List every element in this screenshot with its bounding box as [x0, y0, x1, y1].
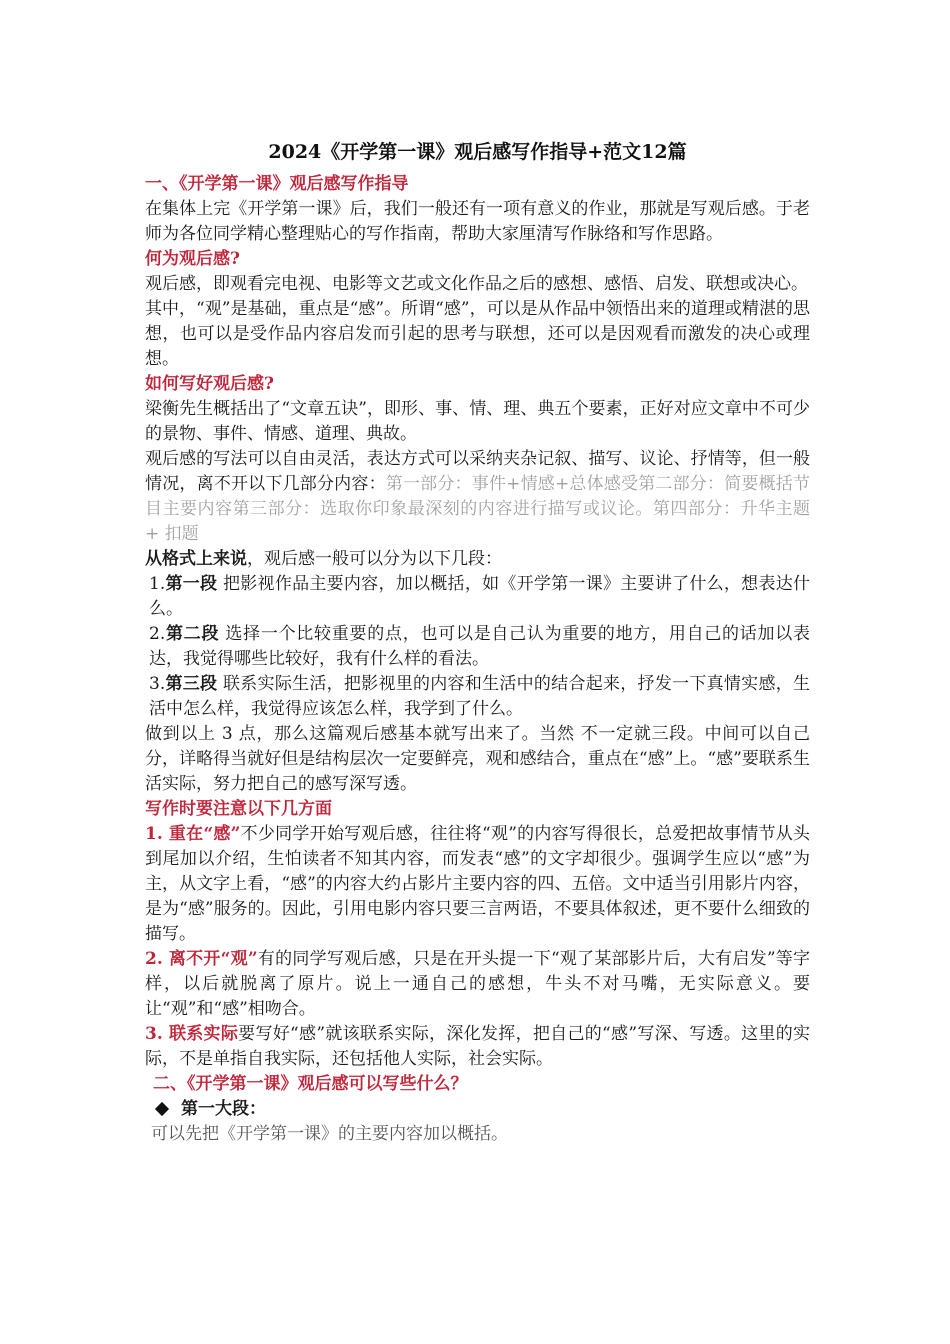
what-is-paragraph-2: 其中，“观”是基础，重点是“感”。所谓“感”，可以是从作品中领悟出来的道理或精湛的思想，也可以是受作品内容启发而引起的思考与联想，还可以是因观看而激发的决心或理想。: [145, 299, 810, 369]
section1-intro: 在集体上完《开学第一课》后，我们一般还有一项有意义的作业，那就是写观后感。于老师为各位同学精心整理贴心的写作指南，帮助大家厘清写作脉络和写作思路。: [145, 199, 810, 244]
bullet-first-section: [157, 1097, 810, 1122]
section2-heading: 二、《开学第一课》观后感可以写些什么？: [153, 1074, 468, 1094]
section1-heading: 一、《开学第一课》观后感写作指导: [145, 174, 409, 194]
step-1-text: 把影视作品主要内容，加以概括，如《开学第一课》主要讲了什么，想表达什么。: [149, 574, 810, 619]
bullet-first-section-label: 第一大段：: [181, 1099, 266, 1119]
question-what-is: 何为观后感?: [145, 249, 240, 269]
step-2-label: 第二段: [165, 624, 220, 644]
format-intro-rest: ，观后感一般可以分为以下几段：: [247, 549, 502, 569]
note-3-text: 要写好“感”就该联系实际，深化发挥，把自己的“感”写深、写透。这里的实际，不是单指自我实际，还包括他人实际，社会实际。: [145, 1024, 810, 1069]
how-to-paragraph-1: 梁衡先生概括出了“文章五诀”，即形、事、情、理、典五个要素，正好对应文章中不可少的景物、事件、情感、道理、典故。: [145, 399, 810, 444]
paragraph-step-3: [145, 672, 810, 722]
note-1-text: 不少同学开始写观后感，往往将“观”的内容写得很长，总爱把故事情节从头到尾加以介绍，生怕读者不知其内容，而发表“感”的文字却很少。强调学生应以“感”为主，从文字上看，“感”的内容大约占影片主要内容的四、五倍。文中适当引用影片内容，是为“感”服务的。因此，引用电影内容只要三言两语，不要具体叙述，更不要什么细致的描写。: [145, 824, 810, 944]
what-is-paragraph-1: 观后感，即观看完电视、电影等文艺或文化作品之后的感想、感悟、启发、联想或决心。: [145, 274, 808, 294]
format-intro-bold: 从格式上来说: [145, 549, 247, 569]
document-page: [145, 138, 810, 1147]
note-1-label: 1. 重在“感”: [145, 824, 241, 844]
structure-parts-text: 第一部分：事件+情感+总体感受第二部分：简要概括节目主要内容第三部分：选取你印象最深刻的内容进行描写或议论。第四部分：升华主题 + 扣题: [145, 474, 810, 544]
note-3-label: 3. 联系实际: [145, 1024, 239, 1044]
paragraph-step-1: [145, 572, 810, 622]
question-how-to-write: 如何写好观后感?: [145, 374, 274, 394]
document-title: 2024《开学第一课》观后感写作指导+范文12篇: [268, 141, 687, 163]
summary-paragraph: 做到以上 3 点，那么这篇观后感基本就写出来了。当然 不一定就三段。中间可以自己分，详略得当就好但是结构层次一定要鲜亮，观和感结合，重点在“感”上。“感”要联系生活实际，努力把自己的感写深写透。: [145, 724, 810, 794]
paragraph-step-2: [145, 622, 810, 672]
diamond-bullet-icon: [155, 1101, 169, 1115]
note-3: [145, 1022, 810, 1072]
note-2-label: 2. 离不开“观”: [145, 949, 258, 969]
note-2-text: 有的同学写观后感，只是在开头提一下“观了某部影片后，大有启发”等字样，以后就脱离了原片。说上一通自己的感想，牛头不对马嘴，无实际意义。要让“观”和“感”相吻合。: [145, 949, 810, 1019]
step-2-number: 2.: [149, 624, 166, 644]
note-1: [145, 822, 810, 947]
writing-notes-heading: 写作时要注意以下几方面: [145, 799, 332, 819]
step-1-label: 第一段: [165, 574, 218, 594]
format-intro: [145, 547, 810, 572]
note-2: [145, 947, 810, 1022]
how-to-paragraph-2-text: 观后感的写法可以自由灵活，表达方式可以采纳夹杂记叙、描写、议论、抒情等，但一般情况，离不开以下几部分内容：: [145, 449, 810, 494]
step-3-label: 第三段: [165, 674, 218, 694]
how-to-paragraph-2: [145, 447, 810, 547]
step-2-text: 选择一个比较重要的点，也可以是自己认为重要的地方，用自己的话加以表达，我觉得哪些比较好，我有什么样的看法。: [149, 624, 811, 669]
step-3-number: 3.: [149, 674, 166, 694]
first-section-description: 可以先把《开学第一课》的主要内容加以概括。: [151, 1124, 508, 1144]
step-3-text: 联系实际生活，把影视里的内容和生活中的结合起来，抒发一下真情实感，生活中怎么样，我觉得应该怎么样，我学到了什么。: [149, 674, 810, 719]
step-1-number: 1.: [149, 574, 166, 594]
